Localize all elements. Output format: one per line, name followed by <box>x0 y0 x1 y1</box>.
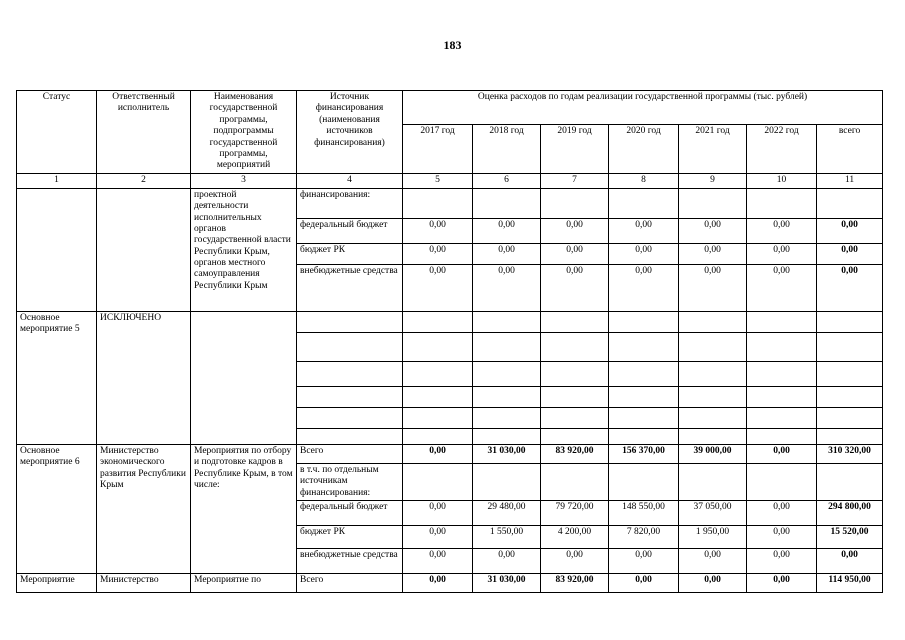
value-cell: 1 950,00 <box>679 525 747 548</box>
source-cell: внебюджетные средства <box>297 264 403 311</box>
empty-cell <box>679 332 747 361</box>
empty-cell <box>403 428 473 444</box>
empty-cell <box>541 407 609 428</box>
empty-cell <box>473 428 541 444</box>
column-number: 5 <box>403 173 473 188</box>
year-2020: 2020 год <box>609 125 679 174</box>
value-cell: 29 480,00 <box>473 500 541 525</box>
value-cell: 0,00 <box>541 243 609 264</box>
empty-cell <box>297 386 403 407</box>
column-number: 8 <box>609 173 679 188</box>
value-cell: 0,00 <box>747 525 817 548</box>
value-cell: 0,00 <box>403 444 473 463</box>
value-cell: 0,00 <box>473 243 541 264</box>
empty-cell <box>473 332 541 361</box>
name-cell: Мероприятия по отбору и подготовке кадров в Республике Крым, в том числе: <box>191 444 297 573</box>
value-cell: 31 030,00 <box>473 573 541 592</box>
status-cell: Мероприятие <box>17 573 97 592</box>
source-cell: бюджет РК <box>297 243 403 264</box>
value-cell: 0,00 <box>747 500 817 525</box>
source-cell: внебюджетные средства <box>297 548 403 573</box>
empty-cell <box>747 361 817 386</box>
column-numbers-row <box>17 173 883 188</box>
year-2018: 2018 год <box>473 125 541 174</box>
value-cell: 7 820,00 <box>609 525 679 548</box>
year-2021: 2021 год <box>679 125 747 174</box>
empty-cell <box>541 428 609 444</box>
value-cell: 0,00 <box>747 218 817 243</box>
value-cell: 0,00 <box>747 548 817 573</box>
empty-cell <box>747 428 817 444</box>
value-cell: 31 030,00 <box>473 444 541 463</box>
empty-cell <box>609 332 679 361</box>
value-cell: 37 050,00 <box>679 500 747 525</box>
value-cell: 4 200,00 <box>541 525 609 548</box>
page-number: 183 <box>443 38 462 52</box>
empty-cell <box>679 407 747 428</box>
name-cell <box>191 311 297 444</box>
empty-cell <box>817 361 883 386</box>
status-cell: Основное мероприятие 6 <box>17 444 97 573</box>
value-cell <box>403 463 473 500</box>
empty-cell <box>747 311 817 332</box>
empty-cell <box>747 407 817 428</box>
value-cell: 0,00 <box>403 264 473 311</box>
empty-cell <box>297 311 403 332</box>
source-cell: Всего <box>297 573 403 592</box>
value-cell: 0,00 <box>679 548 747 573</box>
value-cell: 0,00 <box>541 548 609 573</box>
empty-cell <box>297 428 403 444</box>
value-cell: 156 370,00 <box>609 444 679 463</box>
executor-cell: Министерство <box>97 573 191 592</box>
value-cell: 0,00 <box>473 264 541 311</box>
header-source: Источник финансирования (наименования источников финансирования) <box>297 91 403 174</box>
total-cell: 310 320,00 <box>817 444 883 463</box>
value-cell: 0,00 <box>473 548 541 573</box>
year-2017: 2017 год <box>403 125 473 174</box>
year-2022: 2022 год <box>747 125 817 174</box>
empty-cell <box>403 332 473 361</box>
executor-cell: ИСКЛЮЧЕНО <box>97 311 191 444</box>
header-status: Статус <box>17 91 97 174</box>
value-cell: 0,00 <box>403 218 473 243</box>
total-cell: 0,00 <box>817 264 883 311</box>
source-cell: финансирования: <box>297 188 403 218</box>
value-cell: 0,00 <box>403 548 473 573</box>
empty-cell <box>403 311 473 332</box>
empty-cell <box>609 361 679 386</box>
total-cell <box>817 463 883 500</box>
value-cell <box>747 188 817 218</box>
empty-cell <box>747 332 817 361</box>
value-cell: 0,00 <box>747 573 817 592</box>
executor-cell <box>97 188 191 311</box>
empty-cell <box>817 311 883 332</box>
table-row <box>17 311 883 332</box>
value-cell <box>473 463 541 500</box>
value-cell: 79 720,00 <box>541 500 609 525</box>
value-cell <box>747 463 817 500</box>
value-cell: 0,00 <box>473 218 541 243</box>
value-cell: 1 550,00 <box>473 525 541 548</box>
value-cell: 0,00 <box>679 264 747 311</box>
header-name: Наименования государственной программы, подпрограммы государственной программы, мероприятий <box>191 91 297 174</box>
empty-cell <box>609 386 679 407</box>
year-total: всего <box>817 125 883 174</box>
value-cell: 0,00 <box>679 218 747 243</box>
column-number: 10 <box>747 173 817 188</box>
status-cell: Основное мероприятие 5 <box>17 311 97 444</box>
empty-cell <box>403 361 473 386</box>
total-cell: 114 950,00 <box>817 573 883 592</box>
value-cell: 0,00 <box>403 500 473 525</box>
total-cell: 294 800,00 <box>817 500 883 525</box>
value-cell: 0,00 <box>747 444 817 463</box>
empty-cell <box>541 386 609 407</box>
header-executor: Ответственный исполнитель <box>97 91 191 174</box>
empty-cell <box>541 332 609 361</box>
empty-cell <box>403 407 473 428</box>
column-number: 6 <box>473 173 541 188</box>
empty-cell <box>403 386 473 407</box>
value-cell: 0,00 <box>609 573 679 592</box>
year-2019: 2019 год <box>541 125 609 174</box>
column-number: 2 <box>97 173 191 188</box>
total-cell: 0,00 <box>817 243 883 264</box>
source-cell: в т.ч. по отдельным источникам финансирования: <box>297 463 403 500</box>
column-number: 11 <box>817 173 883 188</box>
total-cell <box>817 188 883 218</box>
empty-cell <box>817 332 883 361</box>
total-cell: 15 520,00 <box>817 525 883 548</box>
value-cell <box>403 188 473 218</box>
value-cell <box>679 188 747 218</box>
source-cell: Всего <box>297 444 403 463</box>
empty-cell <box>817 428 883 444</box>
empty-cell <box>817 407 883 428</box>
value-cell: 0,00 <box>541 218 609 243</box>
empty-cell <box>541 311 609 332</box>
table-row <box>17 444 883 463</box>
value-cell: 148 550,00 <box>609 500 679 525</box>
value-cell <box>473 188 541 218</box>
value-cell: 0,00 <box>609 548 679 573</box>
empty-cell <box>679 386 747 407</box>
name-cell: Мероприятие по <box>191 573 297 592</box>
total-cell: 0,00 <box>817 218 883 243</box>
budget-table <box>16 90 883 593</box>
value-cell <box>609 463 679 500</box>
value-cell <box>609 188 679 218</box>
empty-cell <box>541 361 609 386</box>
value-cell: 0,00 <box>403 243 473 264</box>
value-cell: 0,00 <box>679 573 747 592</box>
empty-cell <box>747 386 817 407</box>
executor-cell: Министерство экономического развития Республики Крым <box>97 444 191 573</box>
header-row <box>17 91 883 125</box>
empty-cell <box>609 311 679 332</box>
empty-cell <box>679 361 747 386</box>
value-cell <box>541 463 609 500</box>
value-cell: 0,00 <box>679 243 747 264</box>
column-number: 4 <box>297 173 403 188</box>
empty-cell <box>609 428 679 444</box>
empty-cell <box>817 386 883 407</box>
column-number: 7 <box>541 173 609 188</box>
value-cell <box>541 188 609 218</box>
empty-cell <box>473 361 541 386</box>
table-row <box>17 188 883 218</box>
value-cell: 39 000,00 <box>679 444 747 463</box>
value-cell: 0,00 <box>403 573 473 592</box>
header-estimate: Оценка расходов по годам реализации государственной программы (тыс. рублей) <box>403 91 883 125</box>
value-cell: 0,00 <box>609 218 679 243</box>
empty-cell <box>297 361 403 386</box>
value-cell: 83 920,00 <box>541 444 609 463</box>
value-cell: 0,00 <box>403 525 473 548</box>
empty-cell <box>473 407 541 428</box>
value-cell: 0,00 <box>609 264 679 311</box>
value-cell: 0,00 <box>541 264 609 311</box>
empty-cell <box>679 311 747 332</box>
source-cell: федеральный бюджет <box>297 218 403 243</box>
empty-cell <box>609 407 679 428</box>
column-number: 3 <box>191 173 297 188</box>
empty-cell <box>473 311 541 332</box>
status-cell <box>17 188 97 311</box>
empty-cell <box>473 386 541 407</box>
source-cell: федеральный бюджет <box>297 500 403 525</box>
value-cell: 83 920,00 <box>541 573 609 592</box>
empty-cell <box>297 332 403 361</box>
name-cell: проектной деятельности исполнительных органов государственной власти Республики Крым, органов местного самоуправления Республики Крым <box>191 188 297 311</box>
source-cell: бюджет РК <box>297 525 403 548</box>
table-row <box>17 573 883 592</box>
value-cell: 0,00 <box>747 264 817 311</box>
value-cell: 0,00 <box>747 243 817 264</box>
column-number: 1 <box>17 173 97 188</box>
total-cell: 0,00 <box>817 548 883 573</box>
empty-cell <box>679 428 747 444</box>
column-number: 9 <box>679 173 747 188</box>
value-cell <box>679 463 747 500</box>
empty-cell <box>297 407 403 428</box>
value-cell: 0,00 <box>609 243 679 264</box>
